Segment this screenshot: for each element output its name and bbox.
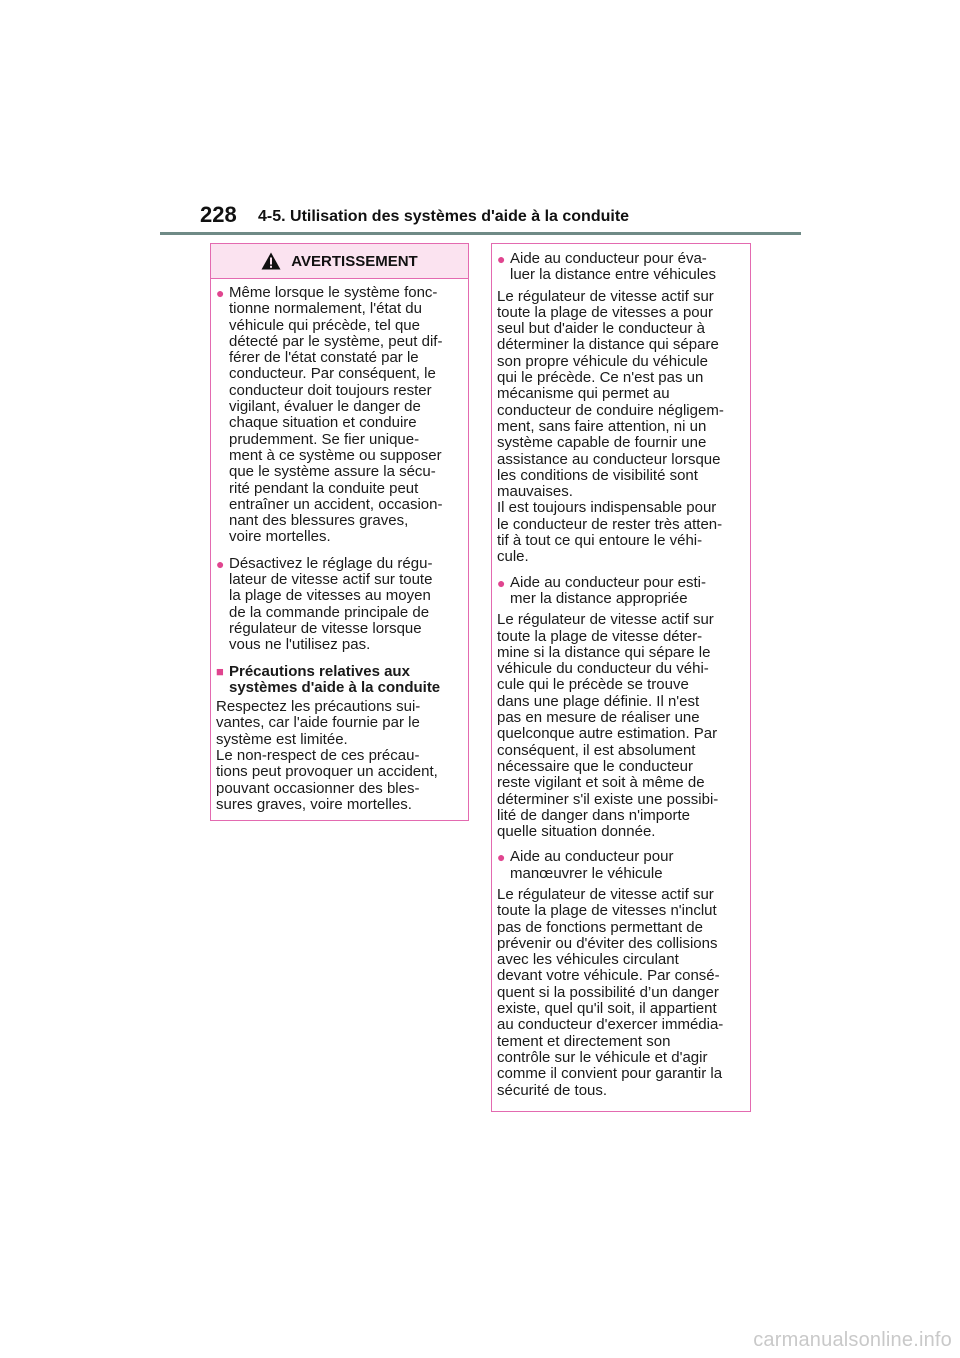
right-bullet <box>497 575 746 608</box>
right-bullet-text: Aide au conducteur pour manœuvrer le véhicule <box>510 848 674 882</box>
warning-bullet <box>216 285 464 546</box>
section-title: 4-5. Utilisation des systèmes d'aide à la conduite <box>258 208 630 225</box>
right-bullet <box>497 849 746 882</box>
warning-bullet-text: Même lorsque le système fonc- tionne normalement, l'état du véhicule qui précède, tel que détecté par le système, peut dif- férer de l'état constaté par le conducteur. Par conséquent, le conducteur doit toujours rester vigilant, évaluer le danger de chaque situation et conduire prudemment. Se fier unique- ment à ce système ou supposer que le système assure la sécu- rité pendant la conduite peut entraîner un accident, occasion- nant des blessures graves, voire mortelles. <box>229 284 443 546</box>
bullet-dot-icon: ● <box>497 251 506 267</box>
bullet-dot-icon: ● <box>497 849 506 866</box>
right-bullet <box>497 251 746 284</box>
right-column-box <box>491 243 751 1112</box>
warning-paragraph: Respectez les précautions sui- vantes, car l'aide fournie par le système est limitée. Le non-respect de ces précau- tions peut provoquer un accident, pouvant occasionner des bles- sures graves, voire mortelles. <box>216 698 438 813</box>
right-paragraph: Le régulateur de vitesse actif sur toute la plage de vitesse déter- mine si la distance qui sépare le véhicule du conducteur du véhi- cule qui le précède se trouve dans une plage définie. Il n'est pas en mesure de réaliser une quelconque autre estimation. Par conséquent, il est absolument nécessaire que le conducteur reste vigilant et soit à même de déterminer s'il existe une possibi- lité de danger dans n'importe quelle situation donnée. <box>497 611 719 841</box>
right-bullet-text: Aide au conducteur pour éva- luer la distance entre véhicules <box>510 250 716 284</box>
warning-box <box>210 243 469 821</box>
right-bullet-text: Aide au conducteur pour esti- mer la distance appropriée <box>510 573 706 607</box>
warning-subheading <box>216 664 464 697</box>
warning-bullet-text: Désactivez le réglage du régu- lateur de vitesse actif sur toute la plage de vitesses au moyen de la commande principale de régulateur de vitesse lorsque vous ne l'utilisez pas. <box>229 554 433 654</box>
right-paragraph: Le régulateur de vitesse actif sur toute la plage de vitesses n'inclut pas de fonctions permettant de prévenir ou d'éviter des collisions avec les véhicules circulant devant votre véhicule. Par consé- quent si la possibilité d’un danger existe, quel qu'il soit, il appartient au conducteur d'exercer immédia- tement et directement son contrôle sur le véhicule et d'agir comme il convient pour garantir la sécurité de tous. <box>497 885 724 1099</box>
warning-title: AVERTISSEMENT <box>291 252 418 270</box>
page-number: 228 <box>200 202 237 227</box>
warning-header <box>211 244 468 279</box>
warning-triangle-icon <box>261 252 281 270</box>
warning-subheading-text: Précautions relatives aux systèmes d'aide à la conduite <box>229 662 441 696</box>
square-bullet-icon: ■ <box>216 663 224 679</box>
header-rule <box>160 232 801 235</box>
warning-bullet <box>216 556 464 654</box>
bullet-dot-icon: ● <box>216 285 225 301</box>
watermark: carmanualsonline.info <box>753 1329 952 1351</box>
bullet-dot-icon: ● <box>216 555 225 572</box>
right-paragraph: Le régulateur de vitesse actif sur toute la plage de vitesses a pour seul but d'aider le conducteur à déterminer la distance qui sépare son propre véhicule du véhicule qui le précède. Ce n'est pas un mécanisme qui permet au conducteur de conduire négligem- ment, sans faire attention, ni un système capable de fournir une assistance au conducteur lorsque les conditions de visibilité sont mauvaises. Il est toujours indispensable pour le conducteur de rester très atten- tif à tout ce qui entoure le véhi- cule. <box>497 287 724 566</box>
bullet-dot-icon: ● <box>497 574 506 591</box>
